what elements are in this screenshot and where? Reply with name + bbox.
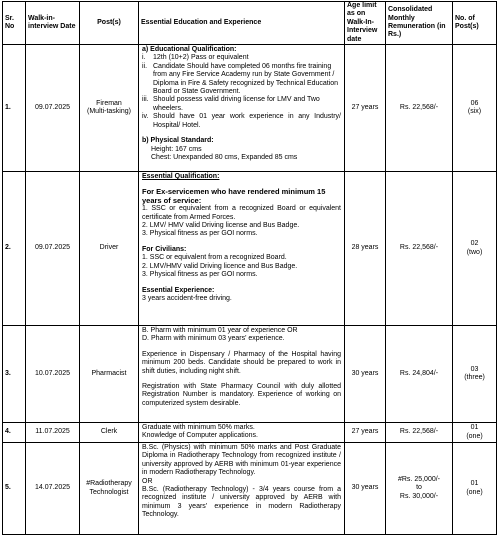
post-line: (Multi-tasking) bbox=[87, 108, 131, 116]
qualification-heading: a) Educational Qualification: bbox=[142, 46, 237, 54]
posts-count-words: (two) bbox=[466, 248, 483, 256]
cell-post bbox=[80, 45, 139, 172]
height-requirement: Height: 167 cms bbox=[151, 145, 202, 153]
posts-count-words: (six) bbox=[467, 108, 482, 116]
list-item: i. 12th (10+2) Pass or equivalent bbox=[142, 54, 249, 62]
or-separator: OR bbox=[142, 477, 153, 485]
remuneration-to: to bbox=[416, 484, 422, 492]
cell-education bbox=[139, 45, 345, 172]
header-no-of-posts: No. of Post(s) bbox=[453, 2, 497, 45]
recruitment-table bbox=[2, 1, 497, 535]
list-item: ii. Candidate Should have completed 06 months fire training from any Fire Service Academy run by State Government / Diploma in Fire & Safety recognized by Technical Education Board or State Government. bbox=[142, 62, 339, 96]
cell-education bbox=[139, 172, 345, 326]
cell-remuneration: Rs. 22,568/- bbox=[386, 172, 453, 326]
header-age-limit: Age limit as on Walk-In-Interview date bbox=[345, 2, 386, 45]
cell-age: 30 years bbox=[345, 326, 386, 423]
cell-date: 09.07.2025 bbox=[26, 45, 80, 172]
posts-count: 06 bbox=[470, 99, 479, 107]
cell-sr: 1. bbox=[3, 45, 26, 172]
cell-sr: 2. bbox=[3, 172, 26, 326]
ex-item: 3. Physical fitness as per GOI norms. bbox=[142, 230, 258, 238]
cell-posts-count bbox=[453, 172, 497, 326]
cell-date: 10.07.2025 bbox=[26, 326, 80, 423]
posts-count: 01 bbox=[470, 480, 479, 488]
cell-sr: 4. bbox=[3, 423, 26, 443]
civ-item: 2. LMV/HMV valid Driving licence and Bus Badge. bbox=[142, 262, 298, 270]
cell-remuneration: Rs. 24,804/- bbox=[386, 326, 453, 423]
posts-count: 01 bbox=[470, 424, 479, 432]
remuneration-min: #Rs. 25,000/- bbox=[397, 475, 441, 483]
cell-remuneration: Rs. 22,568/- bbox=[386, 45, 453, 172]
cell-remuneration: Rs. 22,568/- bbox=[386, 423, 453, 443]
civ-item: 1. SSC or equivalent from a recognized Board. bbox=[142, 254, 287, 262]
cell-posts-count bbox=[453, 443, 497, 535]
posts-count: 03 bbox=[470, 365, 479, 373]
cell-post: Pharmacist bbox=[80, 326, 139, 423]
ex-item: 2. LMV/ HMV valid Driving license and Bus Badge. bbox=[142, 222, 300, 230]
cell-age: 27 years bbox=[345, 45, 386, 172]
civ-item: 3. Physical fitness as per GOI norms. bbox=[142, 271, 258, 279]
cell-posts-count bbox=[453, 423, 497, 443]
table-row bbox=[3, 172, 497, 326]
edu-line: Graduate with minimum 50% marks. bbox=[142, 424, 255, 432]
edu-paragraph: Experience in Dispensary / Pharmacy of the Hospital having minimum 200 beds. Candidate should be prepared to work in shift duties, including night shift. bbox=[142, 350, 341, 375]
ex-servicemen-heading: For Ex-servicemen who have rendered minimum 15 years of service: bbox=[142, 187, 326, 205]
list-item: iii. Should possess valid driving license for LMV and Two wheelers. bbox=[142, 96, 320, 112]
civilians-heading: For Civilians: bbox=[142, 245, 187, 253]
post-line: Fireman bbox=[96, 99, 122, 107]
edu-paragraph: B.Sc. (Physics) with minimum 50% marks and Post Graduate Diploma in Radiotherapy Technology from recognized institute / university approved by AERB with minimum 01-year experience in modern Radiotherapy Technology. bbox=[142, 444, 341, 477]
edu-line: D. Pharm with minimum 03 years' experience. bbox=[142, 335, 285, 343]
cell-education bbox=[139, 443, 345, 535]
essential-qualification-heading: Essential Qualification: bbox=[142, 173, 220, 181]
header-row bbox=[3, 2, 497, 45]
remuneration-max: Rs. 30,000/- bbox=[399, 492, 439, 500]
cell-posts-count bbox=[453, 326, 497, 423]
posts-count-words: (one) bbox=[466, 488, 483, 496]
header-interview-date: Walk-in-interview Date bbox=[26, 2, 80, 45]
cell-remuneration bbox=[386, 443, 453, 535]
cell-education bbox=[139, 423, 345, 443]
edu-paragraph: Registration with State Pharmacy Council with duly allotted Registration Number is mandatory. Experience of working on computerized system desirable. bbox=[142, 383, 341, 407]
cell-date: 14.07.2025 bbox=[26, 443, 80, 535]
cell-age: 27 years bbox=[345, 423, 386, 443]
cell-age: 30 years bbox=[345, 443, 386, 535]
header-sr-no: Sr. No bbox=[3, 2, 26, 45]
edu-line: B. Pharm with minimum 01 year of experience OR bbox=[142, 327, 298, 335]
posts-count-words: (one) bbox=[466, 432, 483, 440]
post-line: Technologist bbox=[89, 488, 129, 496]
list-item: iv. Should have 01 year work experience in any Industry/ Hospital/ Hotel. bbox=[142, 113, 341, 129]
header-education: Essential Education and Experience bbox=[139, 2, 345, 45]
header-remuneration: Consolidated Monthly Remuneration (in Rs.) bbox=[386, 2, 453, 45]
posts-count-words: (three) bbox=[464, 374, 485, 382]
header-posts: Post(s) bbox=[80, 2, 139, 45]
posts-count: 02 bbox=[470, 240, 479, 248]
table-row bbox=[3, 45, 497, 172]
post-line: #Radiotherapy bbox=[86, 480, 132, 488]
cell-sr: 3. bbox=[3, 326, 26, 423]
table-row bbox=[3, 443, 497, 535]
cell-age: 28 years bbox=[345, 172, 386, 326]
cell-posts-count bbox=[453, 45, 497, 172]
ex-item: 1. SSC or equivalent from a recognized Board or equivalent certificate from Armed Forces. bbox=[142, 205, 341, 221]
edu-line: Knowledge of Computer applications. bbox=[142, 432, 258, 440]
essential-experience-heading: Essential Experience: bbox=[142, 286, 215, 294]
cell-education bbox=[139, 326, 345, 423]
experience-text: 3 years accident-free driving. bbox=[142, 294, 232, 302]
chest-requirement: Chest: Unexpanded 80 cms, Expanded 85 cms bbox=[151, 153, 298, 161]
table-row bbox=[3, 423, 497, 443]
cell-post: Clerk bbox=[80, 423, 139, 443]
cell-sr: 5. bbox=[3, 443, 26, 535]
cell-post: Driver bbox=[80, 172, 139, 326]
qualification-list bbox=[142, 54, 341, 130]
cell-date: 11.07.2025 bbox=[26, 423, 80, 443]
edu-paragraph: B.Sc. (Radiotherapy Technology) - 3/4 years course from a recognized institute / university approved by AERB with minimum 3 years' experience in modern Radiotherapy Technology. bbox=[142, 486, 341, 519]
cell-post bbox=[80, 443, 139, 535]
physical-standard-heading: b) Physical Standard: bbox=[142, 137, 214, 145]
cell-date: 09.07.2025 bbox=[26, 172, 80, 326]
table-row bbox=[3, 326, 497, 423]
